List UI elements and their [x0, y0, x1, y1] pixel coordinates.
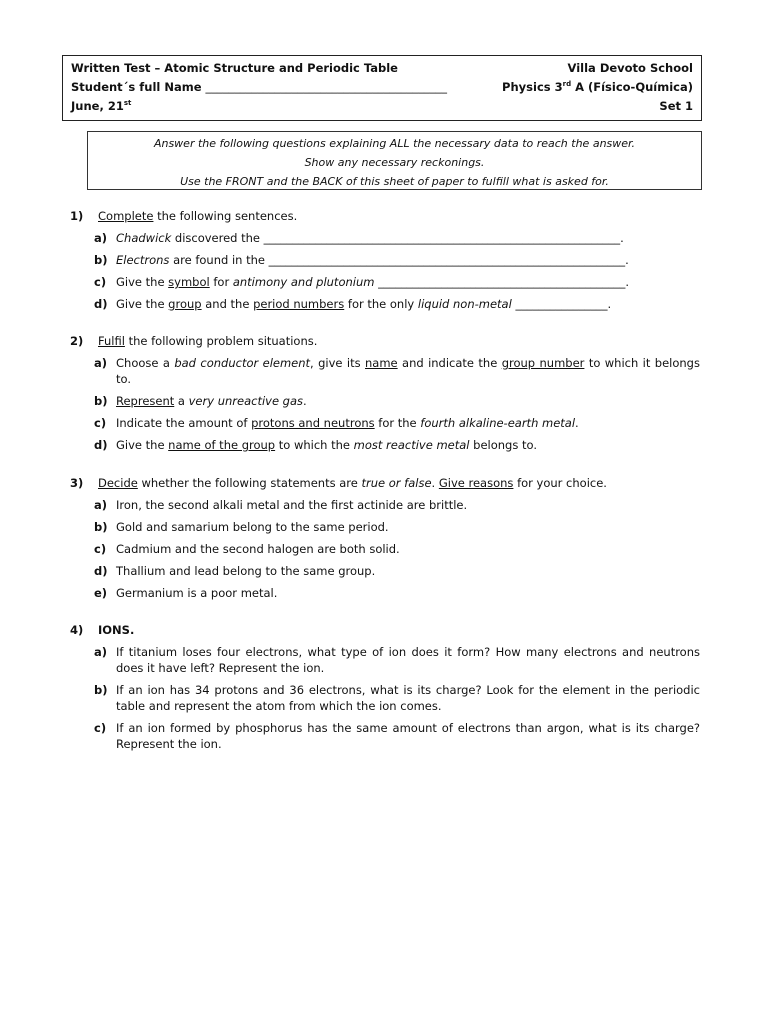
q2b-italic: very unreactive gas [188, 394, 304, 408]
item-text [116, 274, 700, 290]
q2c-rest: . [575, 416, 579, 430]
item-text [116, 252, 700, 268]
q2d-mid: to which the [275, 438, 354, 452]
q2a-pre: Choose a [116, 356, 175, 370]
question-4-text [98, 622, 134, 638]
question-4 [70, 622, 700, 752]
q1d-italic: liquid non-metal [417, 297, 512, 311]
q3-italic: true or false [361, 476, 432, 490]
q2-item-d [94, 437, 700, 453]
question-1-heading [70, 208, 700, 224]
student-name-field [71, 78, 447, 97]
item-text [116, 230, 700, 246]
item-label: c) [94, 275, 107, 289]
q2b-mid: a [174, 394, 189, 408]
q2b-underline: Represent [116, 394, 175, 408]
item-label: a) [94, 645, 108, 659]
question-2-text [98, 333, 317, 349]
q2-item-a [94, 355, 700, 387]
question-number: 3) [70, 476, 84, 490]
q1-item-b [94, 252, 700, 268]
q1c-pre: Give the [116, 275, 169, 289]
item-text: Iron, the second alkali metal and the first actinide are brittle. [116, 498, 468, 512]
item-label: b) [94, 520, 108, 534]
question-2 [70, 333, 700, 453]
q2b-rest: . [303, 394, 307, 408]
q2a-rest: to which it belongs to. [116, 356, 700, 386]
item-text: If an ion formed by phosphorus has the same amount of electrons than argon, what is its charge? Represent the ion. [116, 721, 700, 751]
q2a-mid: , give its [310, 356, 365, 370]
q2c-mid: for the [374, 416, 421, 430]
q1d-underline-1: group [168, 297, 202, 311]
question-3-items [94, 497, 700, 601]
q1c-italic: antimony and plutonium [232, 275, 375, 289]
item-text: If titanium loses four electrons, what type of ion does it form? How many electrons and neutrons does it have left? Represent the ion. [116, 645, 700, 675]
q4-item-b [94, 682, 700, 714]
q1d-mid-2: for the only [344, 297, 418, 311]
course-label [502, 78, 693, 97]
item-label: a) [94, 231, 108, 245]
q2-item-b [94, 393, 700, 409]
q4-title: IONS [98, 623, 130, 637]
q1d-underline-2: period numbers [253, 297, 345, 311]
date-pre: June, 21 [71, 99, 124, 113]
q1-verb: Complete [98, 209, 154, 223]
q1d-rest: ________________. [511, 297, 612, 311]
set-label: Set 1 [659, 99, 693, 113]
q2c-italic: fourth alkaline-earth metal [420, 416, 576, 430]
q3-underline-2: Give reasons [438, 476, 514, 490]
course-post: A (Físico-Química) [571, 80, 693, 94]
instruction-line: Show any necessary reckonings. [304, 156, 485, 169]
q2c-pre: Indicate the amount of [116, 416, 252, 430]
header-row-3 [71, 97, 693, 116]
q1-rest: the following sentences. [153, 209, 298, 223]
q2a-underline-2: group number [501, 356, 585, 370]
item-label: a) [94, 498, 108, 512]
header-row-2 [71, 78, 693, 97]
q2a-mid-2: and indicate the [397, 356, 502, 370]
item-text [116, 437, 700, 453]
q2-item-c [94, 415, 700, 431]
course-sup: rd [562, 80, 572, 89]
q1c-rest: ___________________________________________. [374, 275, 630, 289]
item-label: d) [94, 564, 108, 578]
q2d-underline: name of the group [168, 438, 276, 452]
q1-item-d [94, 296, 700, 312]
q2a-underline-1: name [365, 356, 398, 370]
item-label: b) [94, 253, 108, 267]
question-2-heading [70, 333, 700, 349]
item-label: a) [94, 356, 108, 370]
q3-item-e [94, 585, 700, 601]
test-date [71, 97, 131, 116]
question-3-text [98, 475, 607, 491]
item-text: Germanium is a poor metal. [116, 586, 278, 600]
instructions-box [87, 131, 702, 190]
question-1-items [94, 230, 700, 312]
q2c-underline: protons and neutrons [251, 416, 375, 430]
student-name-line: __________________________________________ [205, 80, 448, 94]
item-label: d) [94, 297, 108, 311]
question-3 [70, 475, 700, 601]
test-title: Written Test – Atomic Structure and Periodic Table [71, 61, 398, 75]
q4-item-c [94, 720, 700, 752]
q4-item-a [94, 644, 700, 676]
item-label: e) [94, 586, 108, 600]
q1b-rest: are found in the ______________________________________________________________. [169, 253, 629, 267]
item-label: b) [94, 394, 108, 408]
item-text: Cadmium and the second halogen are both solid. [116, 542, 400, 556]
q1c-mid: for [209, 275, 233, 289]
question-1 [70, 208, 700, 312]
instruction-line: Use the FRONT and the BACK of this sheet of paper to fulfill what is asked for. [180, 175, 609, 188]
item-text: Thallium and lead belong to the same group. [116, 564, 376, 578]
q2-rest: the following problem situations. [124, 334, 318, 348]
q1a-rest: discovered the ______________________________________________________________. [171, 231, 624, 245]
q2a-italic: bad conductor element [174, 356, 311, 370]
q1-item-a [94, 230, 700, 246]
student-name-label: Student´s full Name [71, 80, 202, 94]
q1d-mid: and the [201, 297, 254, 311]
q3-rest: for your choice. [513, 476, 607, 490]
item-text: If an ion has 34 protons and 36 electrons, what is its charge? Look for the element in the periodic table and represent the atom from which the ion comes. [116, 683, 700, 713]
q3-verb: Decide [98, 476, 138, 490]
header-box [62, 55, 702, 121]
item-text: Gold and samarium belong to the same period. [116, 520, 389, 534]
item-label: c) [94, 542, 107, 556]
q3-item-c [94, 541, 700, 557]
item-label: b) [94, 683, 108, 697]
question-3-heading [70, 475, 700, 491]
q2-verb: Fulfil [98, 334, 125, 348]
q2d-pre: Give the [116, 438, 169, 452]
course-pre: Physics 3 [502, 80, 563, 94]
q1b-italic: Electrons [116, 253, 170, 267]
instruction-line: Answer the following questions explaining ALL the necessary data to reach the answer. [153, 137, 636, 150]
header-row-1 [71, 59, 693, 78]
school-name: Villa Devoto School [567, 61, 693, 75]
q3-item-a [94, 497, 700, 513]
question-number: 1) [70, 209, 84, 223]
item-text [116, 355, 700, 387]
q3-item-d [94, 563, 700, 579]
question-1-text [98, 208, 297, 224]
question-number: 4) [70, 623, 84, 637]
q1d-pre: Give the [116, 297, 169, 311]
question-4-items [94, 644, 700, 752]
q3-mid-2: . [431, 476, 439, 490]
date-sup: st [123, 99, 132, 108]
question-2-items [94, 355, 700, 453]
question-4-heading [70, 622, 700, 638]
q1a-italic: Chadwick [116, 231, 172, 245]
item-text [116, 296, 700, 312]
item-label: d) [94, 438, 108, 452]
question-number: 2) [70, 334, 84, 348]
q1c-underline: symbol [168, 275, 210, 289]
q2d-italic: most reactive metal [353, 438, 470, 452]
q2d-rest: belongs to. [469, 438, 537, 452]
item-text [116, 393, 700, 409]
item-text [116, 415, 700, 431]
item-label: c) [94, 721, 107, 735]
q3-item-b [94, 519, 700, 535]
q4-dot: . [129, 623, 135, 637]
item-label: c) [94, 416, 107, 430]
q3-mid: whether the following statements are [137, 476, 362, 490]
q1-item-c [94, 274, 700, 290]
